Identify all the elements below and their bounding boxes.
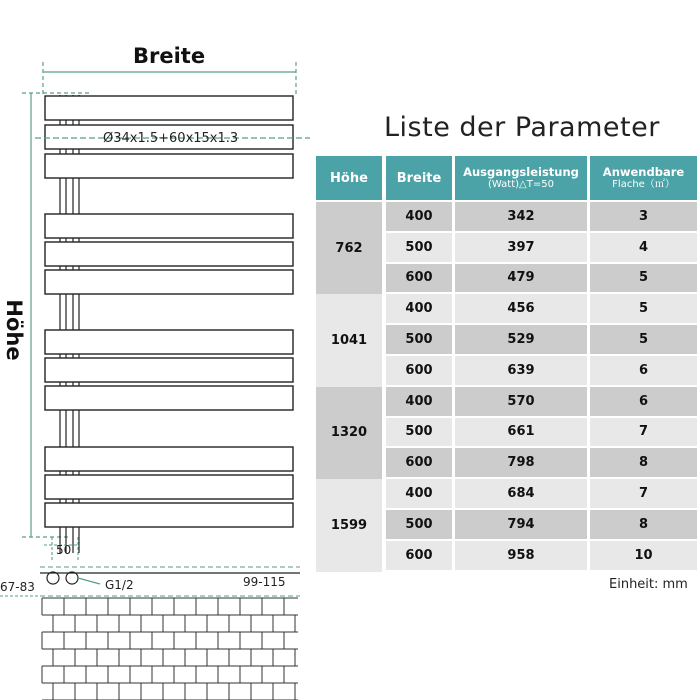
header-area-line2: Flache（㎡）: [612, 178, 675, 190]
cell-leistung: 529: [455, 325, 587, 354]
width-label: Breite: [133, 44, 206, 68]
cell-flaeche: 6: [590, 387, 697, 416]
spacing-label: 50: [56, 543, 72, 557]
cell-leistung: 684: [455, 479, 587, 508]
cell-breite: 600: [386, 264, 452, 293]
cell-leistung: 639: [455, 356, 587, 385]
cell-breite: 400: [386, 202, 452, 231]
radiator-bar: [45, 154, 293, 178]
connection-label: G1/2: [105, 578, 134, 592]
cell-leistung: 570: [455, 387, 587, 416]
cell-flaeche: 7: [590, 418, 697, 447]
cell-hoehe: 1320: [316, 387, 382, 479]
cell-breite: 400: [386, 294, 452, 323]
cell-breite: 600: [386, 356, 452, 385]
radiator-bar: [45, 447, 293, 471]
cell-hoehe: 762: [316, 202, 382, 294]
cell-flaeche: 6: [590, 356, 697, 385]
radiator-bars: [45, 96, 293, 527]
cell-breite: 500: [386, 325, 452, 354]
cell-breite: 500: [386, 510, 452, 539]
cell-flaeche: 4: [590, 233, 697, 262]
cell-flaeche: 8: [590, 448, 697, 477]
header-output-line1: Ausgangsleistung: [463, 164, 579, 179]
range-label: 99-115: [243, 575, 286, 589]
radiator-bar: [45, 96, 293, 120]
cell-flaeche: 8: [590, 510, 697, 539]
cell-flaeche: 3: [590, 202, 697, 231]
radiator-bar: [45, 386, 293, 410]
wall-bricks: [42, 598, 298, 700]
cell-flaeche: 10: [590, 541, 697, 570]
cell-breite: 600: [386, 448, 452, 477]
header-output-line2: (Watt)△T=50: [488, 178, 554, 190]
cell-flaeche: 7: [590, 479, 697, 508]
radiator-bar: [45, 503, 293, 527]
depth-label: 67-83: [0, 580, 35, 594]
cell-leistung: 342: [455, 202, 587, 231]
pipe-spec-label: Ø34x1.5+60x15x1.3: [103, 131, 239, 146]
cell-leistung: 958: [455, 541, 587, 570]
cell-leistung: 456: [455, 294, 587, 323]
height-label: Höhe: [2, 299, 26, 361]
cell-hoehe: 1041: [316, 294, 382, 386]
parameter-table: [316, 156, 697, 568]
table-title: Liste der Parameter: [384, 112, 660, 143]
cell-flaeche: 5: [590, 264, 697, 293]
radiator-bar: [45, 270, 293, 294]
cell-leistung: 479: [455, 264, 587, 293]
cell-leistung: 798: [455, 448, 587, 477]
unit-label: Einheit: mm: [609, 577, 688, 592]
cell-leistung: 661: [455, 418, 587, 447]
cell-breite: 500: [386, 418, 452, 447]
cell-breite: 500: [386, 233, 452, 262]
radiator-bar: [45, 330, 293, 354]
cell-breite: 600: [386, 541, 452, 570]
radiator-bar: [45, 242, 293, 266]
header-hoehe: Höhe: [316, 156, 382, 200]
cell-leistung: 397: [455, 233, 587, 262]
cell-hoehe: 1599: [316, 479, 382, 571]
header-output: [455, 156, 587, 200]
cell-flaeche: 5: [590, 294, 697, 323]
header-area-line1: Anwendbare: [602, 164, 685, 179]
cell-leistung: 794: [455, 510, 587, 539]
cell-breite: 400: [386, 479, 452, 508]
header-breite: Breite: [386, 156, 452, 200]
radiator-bar: [45, 358, 293, 382]
header-area: [590, 156, 697, 200]
cell-flaeche: 5: [590, 325, 697, 354]
radiator-bar: [45, 475, 293, 499]
radiator-bar: [45, 214, 293, 238]
cell-breite: 400: [386, 387, 452, 416]
